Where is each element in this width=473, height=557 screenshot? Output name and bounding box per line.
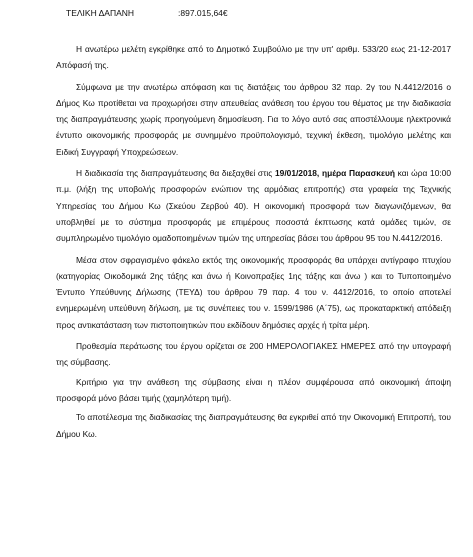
deadline-paragraph: Προθεσμία περάτωσης του έργου ορίζεται σε 200 ΗΜΕΡΟΛΟΓΙΑΚΕΣ ΗΜΕΡΕΣ από την υπογραφή της σύμβασης. (56, 341, 451, 368)
negotiation-text-end: και ώρα 10:00 π.μ. (λήξη της υποβολής προσφορών ενώπιον της αρμόδιας επιτροπής) στα γραφεία της Τεχνικής Υπηρεσίας του Δήμου Κω (Σκεύου Ζερβού 40). Η οικονομική προσφορά των διαγωνιζόμενων, θα υποβληθεί με το σύστημα προσφοράς με επιμέρους ποσοστά έκπτωσης κατά ομάδες τιμών, σε συμπληρωμένο τιμολόγιο ομαδοποιημένων τιμών της υπηρεσίας βάσει του άρθρου 95 του Ν.4412/2016. (56, 168, 451, 244)
envelope-paragraph: Μέσα στον σφραγισμένο φάκελο εκτός της οικονομικής προσφοράς θα υπάρχει αντίγραφο πτυχίου (κατηγορίας Οικοδομικά 2ης τάξης και άνω ή Κοινοπραξίες 1ης τάξης και άνω ) και το Τυποποιημένο Έντυπο Υπεύθυνης Δήλωσης (ΤΕΥΔ) του άρθρου 79 παρ. 4 του ν. 4412/2016, το οποίο αποτελεί ενημερωμένη υπεύθυνη δήλωση, με τις συνέπειες του ν. 1599/1986 (Α΄75), ως προκαταρκτική απόδειξη προς αντικατάσταση των πιστοποιητικών που εκδίδουν δημόσιες αρχές ή τρίτα μέρη. (56, 254, 451, 330)
criterion-paragraph: Κριτήριο για την ανάθεση της σύμβασης είναι η πλέον συμφέρουσα από οικονομική άποψη προσφορά μόνο βάσει τιμής (χαμηλότερη τιμή). (56, 376, 451, 403)
negotiation-text-start: Η διαδικασία της διαπραγμάτευσης θα διεξαχθεί στις (76, 168, 276, 179)
approval-paragraph: Η ανωτέρω μελέτη εγκρίθηκε από το Δημοτικό Συμβούλιο με την υπ' αριθμ. 533/20 εως 21-12-2017 Απόφασή της. (56, 44, 451, 71)
negotiation-paragraph (56, 165, 451, 246)
procedure-paragraph: Σύμφωνα με την ανωτέρω απόφαση και τις διατάξεις του άρθρου 32 παρ. 2γ του Ν.4412/2016 ο Δήμος Κω προτίθεται να προχωρήσει στην απευθείας ανάθεση του έργου του θέματος με την διαδικασία της διαπραγμάτευσης χωρίς προηγούμενη δημοσίευση. Για το λόγο αυτό σας αποστέλλουμε ηλεκτρονικά έντυπο οικονομικής προσφοράς με συνημμένο προϋπολογισμό, τεχνική έκθεση, τιμολόγιο μελέτης και Ειδική Συγγραφή Υποχρεώσεων. (56, 81, 451, 157)
total-cost-label: ΤΕΛΙΚΗ ΔΑΠΑΝΗ (66, 8, 135, 18)
total-cost-value: :897.015,64€ (178, 8, 228, 18)
negotiation-date: 19/01/2018, ημέρα Παρασκευή (275, 168, 395, 179)
total-cost-line (66, 8, 451, 18)
result-paragraph: Το αποτέλεσμα της διαδικασίας της διαπραγμάτευσης θα εγκριθεί από την Οικονομική Επιτροπή, του Δήμου Κω. (56, 412, 451, 439)
